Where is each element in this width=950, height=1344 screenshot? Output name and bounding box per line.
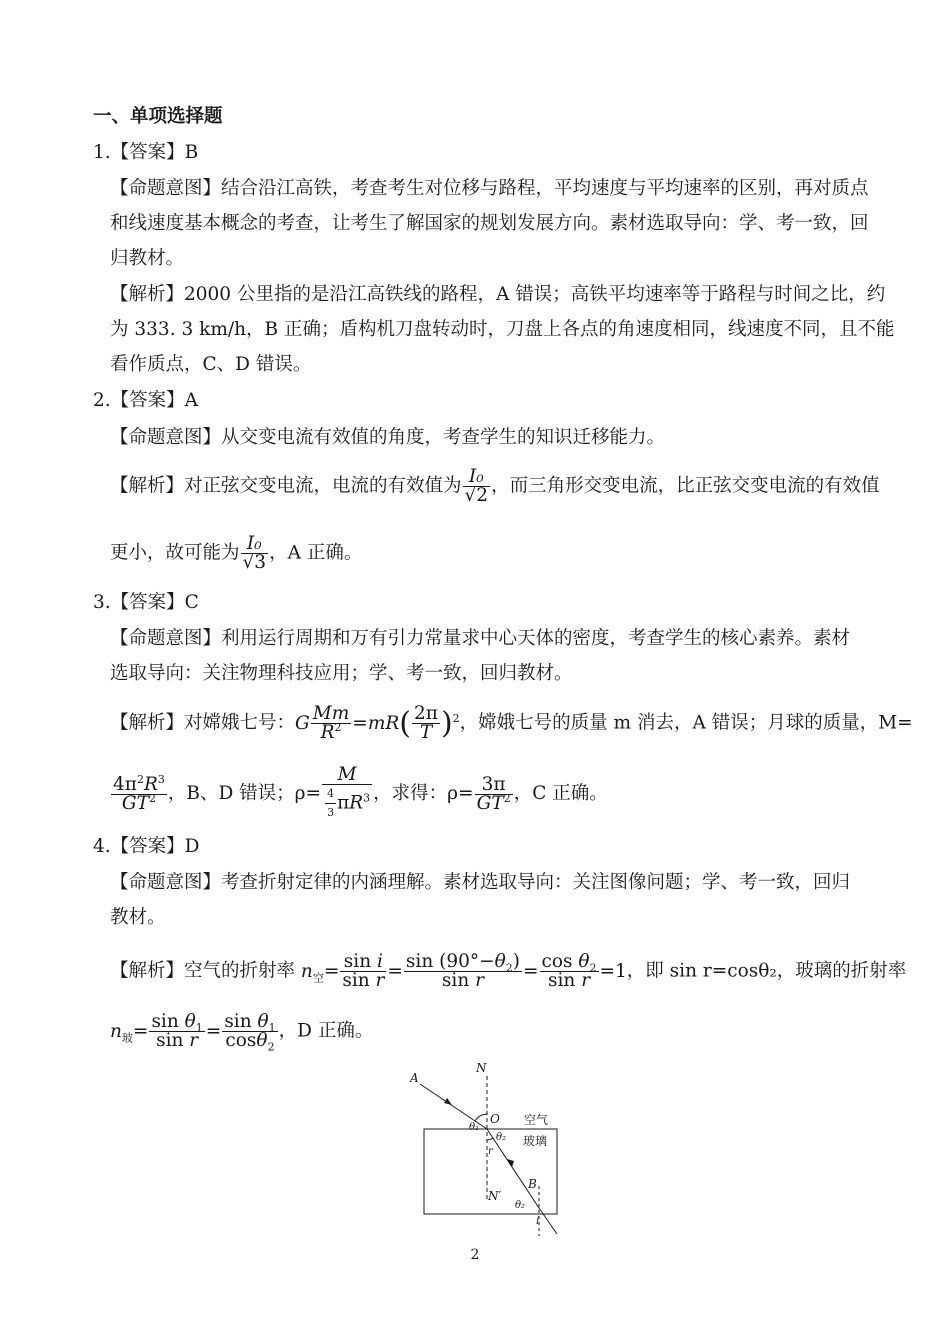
label-b: B — [528, 1177, 537, 1191]
label-n: N — [476, 1061, 487, 1075]
q2-analysis-post: ，而三角形交变电流，比正弦交变电流的有效值 — [491, 475, 880, 497]
q3-answer: 3.【答案】C — [93, 592, 199, 613]
q4-analysis-mid: ，即 sin r=cosθ₂，玻璃的折射率 — [626, 960, 907, 982]
q4-glass-index-equation: $n_玻=$ $\frac{\sin \theta_1}{\text{sin r}}$ = $\frac{\sin \theta_1}{\cos\theta_2}$ — [110, 1011, 276, 1054]
q3-analysis2-b: ，求得：ρ= — [373, 783, 474, 804]
q3-analysis2-a: ，B、D 错误；ρ= — [167, 783, 322, 804]
q4-analysis2-post: ，D 正确。 — [278, 1020, 374, 1042]
label-air: 空气 — [524, 1113, 549, 1127]
q1-analysis-line1: 【解析】2000 公里指的是沿江高铁线的路程，A 错误；高铁平均速率等于路程与时间之比，约 — [110, 284, 886, 305]
label-o: O — [490, 1112, 500, 1126]
label-a: A — [410, 1071, 419, 1085]
q1-intent-line2: 和线速度基本概念的考查，让考生了解国家的规划发展方向。素材选取导向：学、考一致，回 — [110, 213, 869, 234]
q1-intent-line3: 归教材。 — [110, 248, 185, 269]
label-r: r — [488, 1146, 493, 1157]
q2-frac2-denominator: √3 — [242, 552, 267, 573]
refracted-arrow-icon — [507, 1159, 514, 1167]
q3-analysis-line1 — [110, 705, 913, 742]
label-i: i — [536, 1216, 540, 1227]
incident-arrow-icon — [444, 1098, 452, 1105]
q2-analysis2-post: ，A 正确。 — [269, 542, 363, 564]
label-n-prime: N′ — [488, 1189, 502, 1203]
q2-analysis-line1 — [110, 468, 880, 505]
q2-intent-line1: 【命题意图】从交变电流有效值的角度，考查学生的知识迁移能力。 — [110, 427, 666, 448]
q2-answer: 2.【答案】A — [93, 390, 199, 411]
q2-frac1-numerator: I₀ — [463, 468, 491, 487]
q3-intent-line1: 【命题意图】利用运行周期和万有引力常量求中心天体的密度，考查学生的核心素养。素材 — [110, 628, 851, 649]
q2-fraction-1 — [463, 468, 491, 505]
q3-intent-line2: 选取导向：关注物理科技应用；学、考一致，回归教材。 — [110, 663, 573, 684]
q3-gravity-equation: G $\frac{Mm}{R^2}$ =mR( $\frac{2\pi}{T}$ )$^2$ — [295, 703, 460, 743]
label-theta2-top: θ₂ — [496, 1132, 507, 1143]
q4-air-index-equation: $n_空=$ $\frac{\text{sin i}}{\text{sin r}}$ = $\frac{\sin (90^\circ-\theta_2)}{\text{sin r}}$ = $\frac{\cos \theta_2}{\text{sin r}}$ =1 — [300, 951, 627, 991]
q2-frac2-numerator: I₀ — [241, 535, 269, 554]
q1-intent-line1: 【命题意图】结合沿江高铁，考查考生对位移与路程，平均速度与平均速率的区别，再对质点 — [110, 178, 869, 199]
q4-analysis-pre: 【解析】空气的折射率 — [110, 960, 301, 982]
q2-frac1-denominator: √2 — [464, 485, 489, 506]
section-title: 一、单项选择题 — [93, 106, 223, 127]
label-theta2-bottom: θ₂ — [515, 1200, 526, 1211]
r-arc — [487, 1138, 493, 1140]
q2-analysis-line2 — [110, 535, 362, 572]
q2-fraction-2 — [241, 535, 269, 572]
q3-analysis-pre: 【解析】对嫦娥七号： — [110, 712, 296, 734]
q3-mass-expression: $\frac{4\pi^2R^3}{GT^2}$ — [113, 772, 165, 814]
theta1-arc — [475, 1114, 487, 1121]
q4-intent-line1: 【命题意图】考查折射定律的内涵理解。素材选取导向：关注图像问题；学、考一致，回归 — [110, 872, 851, 893]
q3-density-expression: M $\frac{4}{3}$ $\pi R^3$ — [322, 766, 372, 822]
q1-answer: 1.【答案】B — [93, 142, 199, 163]
q3-analysis2-c: ，C 正确。 — [513, 783, 608, 804]
q4-intent-line2: 教材。 — [110, 907, 166, 928]
label-theta1: θ₁ — [469, 1122, 480, 1133]
q4-answer: 4.【答案】D — [93, 836, 200, 857]
q1-analysis-line3: 看作质点，C、D 错误。 — [110, 354, 312, 375]
q3-density-result: $\frac{3\pi}{GT^2}$ — [476, 773, 511, 814]
q3-analysis-mid: ，嫦娥七号的质量 m 消去，A 错误；月球的质量，M= — [459, 712, 913, 734]
q2-analysis2-pre: 更小，故可能为 — [110, 542, 240, 564]
label-glass: 玻璃 — [523, 1134, 548, 1148]
page-number: 2 — [470, 1247, 480, 1263]
exit-ray — [539, 1208, 557, 1234]
q1-analysis-line2: 为 333. 3 km/h，B 正确；盾构机刀盘转动时，刀盘上各点的角速度相同，线速度不同，且不能 — [110, 319, 895, 340]
q4-analysis-line1 — [110, 953, 906, 990]
q2-analysis-pre: 【解析】对正弦交变电流，电流的有效值为 — [110, 475, 462, 497]
refraction-diagram — [400, 1058, 570, 1248]
q3-analysis-line2 — [110, 766, 608, 822]
q4-analysis-line2 — [110, 1011, 374, 1054]
